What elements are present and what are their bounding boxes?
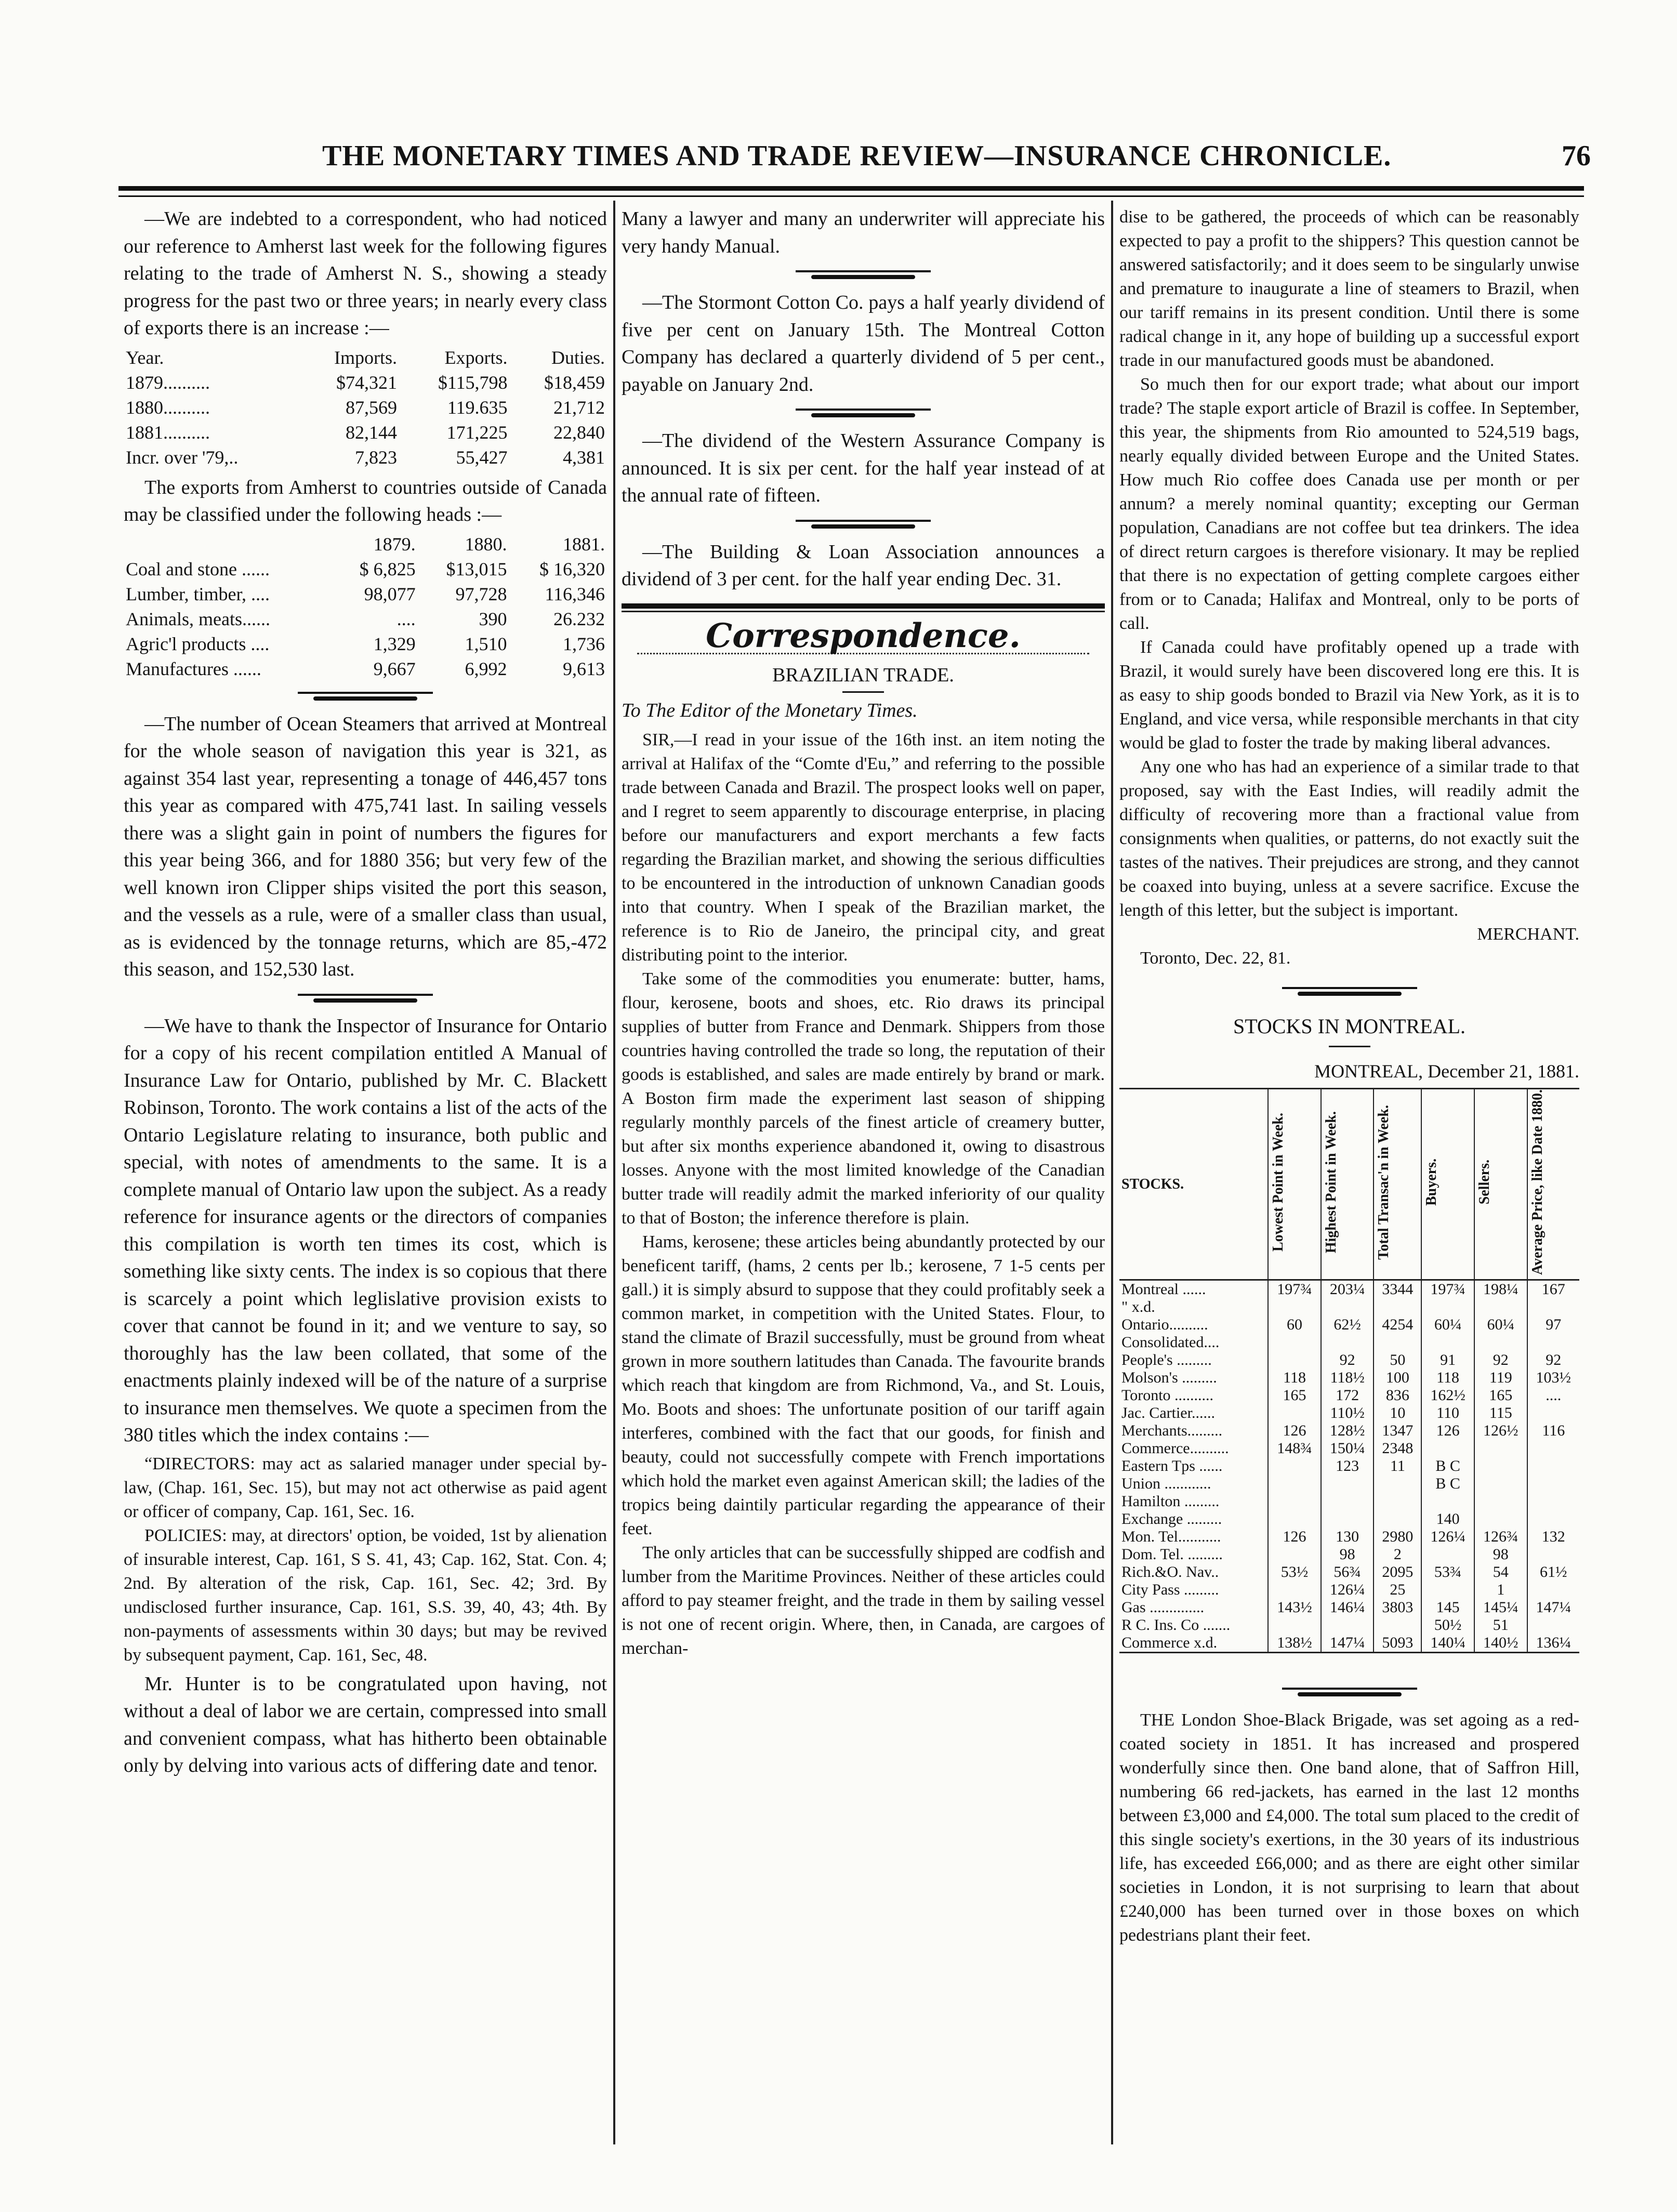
table-row [1119, 1475, 1579, 1493]
table-cell: 145¼ [1474, 1599, 1527, 1616]
section-rule [622, 603, 1105, 609]
stocks-table-body [1119, 1280, 1579, 1653]
table-cell [1474, 1475, 1527, 1493]
table-cell: $74,321 [336, 372, 398, 393]
table-cell: 116 [1542, 1422, 1565, 1440]
table-cell: 98,077 [364, 583, 416, 604]
table-header-cell [1374, 1089, 1421, 1280]
table-cell: 21,712 [553, 397, 605, 418]
table-cell [1321, 1334, 1374, 1351]
letter-paragraph: Take some of the commodities you enumerate: butter, hams, flour, kerosene, boots and shoes, etc. Rio draws its principal supplies of butter from France and Denmark. Shippers from those countries having controlled the trade so long, the reputation of their goods is established, and sales are made entirely by brand or mark. A Boston firm made the experiment last season of shipping regularly monthly parcels of the finest article of creamery butter, but after six months experience abandoned it, owing to disastrous losses. Anyone with the most limited knowledge of the Canadian butter trade will readily admit the marked inferiority of our quality to that of Boston; the inference therefore is plain. [622, 969, 1105, 1228]
table-cell: 167 [1541, 1281, 1565, 1298]
table-cell: 171,225 [446, 422, 508, 443]
vertical-header-text: Sellers. [1476, 1160, 1493, 1205]
letter-paragraph: If Canada could have profitably opened up a trade with Brazil, it would surely have been discovered long ere this. It is as easy to ship goods bonded to Brazil via New York, as it is to England, and vice versa, while responsible merchants in that city would be glad to foster the trade by making liberal advances. [1119, 638, 1579, 753]
table-row [124, 557, 607, 582]
vertical-header-text: Average Price, like Date 1880. [1529, 1089, 1546, 1275]
table-cell: 87,569 [346, 397, 398, 418]
table-cell: 132 [1541, 1528, 1565, 1546]
header-rule-thick [118, 186, 1584, 191]
table-cell: 390 [479, 608, 507, 629]
table-cell [1421, 1298, 1474, 1316]
table-row [1119, 1298, 1579, 1316]
stormont-paragraph: —The Stormont Cotton Co. pays a half yearly dividend of five per cent on January 15th. The Montreal Cotton Company has declared a quarterly dividend of 5 per cent., payable on January 2nd. [622, 292, 1105, 396]
table-cell: 165 [1474, 1387, 1527, 1404]
table-cell: 54 [1474, 1563, 1527, 1581]
table-cell: 136¼ [1536, 1634, 1572, 1652]
vertical-header-text: Lowest Point in Week. [1270, 1113, 1287, 1252]
stock-name-cell: Molson's ......... [1119, 1369, 1268, 1387]
table-cell [1527, 1581, 1579, 1599]
table-cell: 143½ [1268, 1599, 1321, 1616]
table-cell: 145 [1421, 1599, 1474, 1616]
table-header-cell: 1879. [373, 533, 416, 555]
table-row [1119, 1351, 1579, 1369]
table-cell: 119.635 [447, 397, 508, 418]
stock-name-cell: Jac. Cartier...... [1119, 1404, 1268, 1422]
table-row [1119, 1457, 1579, 1475]
table-cell: 126¾ [1474, 1528, 1527, 1546]
table-row [1119, 1440, 1579, 1457]
table-cell: 116,346 [545, 583, 605, 604]
section-separator [1282, 1684, 1417, 1698]
table-cell: 4,381 [563, 446, 605, 468]
steamers-paragraph: —The number of Ocean Steamers that arrived at Montreal for the whole season of navigation this year is 321, as against 354 last year, representing a tonage of 446,457 tons this year as compared with 475,741 last. In sailing vessels there was a slight gain in point of numbers the figures for this year being 366, and for 1880 356; but very few of the well known iron Clipper ships visited the port this season, and the vessels as a rule, were of a smaller class than usual, as is evidenced by the tonnage returns, which are 85,-472 this season, and 152,530 last. [124, 713, 607, 980]
exports-intro: The exports from Amherst to countries outside of Canada may be classified under the following heads :— [124, 476, 607, 525]
table-cell: 60¼ [1474, 1316, 1527, 1334]
table-cell: 11 [1374, 1457, 1421, 1475]
table-row [1119, 1493, 1579, 1510]
table-cell: 1 [1474, 1581, 1527, 1599]
letter-paragraph-continued: dise to be gathered, the proceeds of which can be reasonably expected to pay a profit to the shippers? This question cannot be answered satisfactorily; and it does seem to be singularly unwise and premature to inaugurate a line of steamers to Brazil, when our tariff remains in its present condition. Until there is some radical change in it, any hope of building up a successful export trade in our manufactured goods must be abandoned. [1119, 207, 1579, 370]
table-row [1119, 1316, 1579, 1334]
table-cell [1527, 1546, 1579, 1563]
table-cell: 126¼ [1421, 1528, 1474, 1546]
table-cell: 150¼ [1321, 1440, 1374, 1457]
table-cell: 98 [1474, 1546, 1527, 1563]
table-cell: 126 [1268, 1422, 1321, 1440]
table-cell: 55,427 [456, 446, 508, 468]
table-header-cell: 1881. [563, 533, 605, 555]
amherst-trade-table [124, 345, 607, 470]
table-header-row [1119, 1089, 1579, 1280]
table-cell: $13,015 [446, 558, 507, 580]
table-cell [1527, 1334, 1579, 1351]
table-cell [1321, 1510, 1374, 1528]
section-separator [796, 517, 931, 530]
table-row [1119, 1404, 1579, 1422]
table-cell: 110½ [1321, 1404, 1374, 1422]
table-cell: 118½ [1321, 1369, 1374, 1387]
table-cell: Incr. over '79,.. [126, 446, 239, 468]
western-paragraph: —The dividend of the Western Assurance Company is announced. It is six per cent. for the half year instead of at the annual rate of fifteen. [622, 430, 1105, 506]
table-row [124, 582, 607, 607]
page-number: 76 [1562, 140, 1591, 172]
table-row [124, 445, 607, 470]
table-cell [1268, 1457, 1321, 1475]
table-row [124, 395, 607, 420]
inspector-paragraph: —We have to thank the Inspector of Insurance for Ontario for a copy of his recent compilation entitled A Manual of Insurance Law for Ontario, published by Mr. C. Blackett Robinson, Toronto. The work contains a list of the acts of the Ontario Legislature relating to insurance, both public and special, with notes of amendments to the same. It is a complete manual of Ontario law upon the subject. As a ready reference for insurance agents or the directors of companies this compilation is worth ten times its cost, which is something like sixty cents. The index is so copious that there is scarcely a point which leglislative provision exists to cover that cannot be found in it; and we venture to say, so thoroughly has the law been collated, that some of the enactments plainly indexed will be of the nature of a surprise to insurance men themselves. We quote a specimen from the 380 titles which the index contains :— [124, 1015, 607, 1446]
table-cell: 1,329 [373, 633, 416, 654]
stock-name-cell: Commerce x.d. [1119, 1634, 1268, 1653]
letter-paragraph: Hams, kerosene; these articles being abundantly protected by our beneficent tariff, (hams, 2 cents per lb.; kerosene, 7 1-5 cents per gall.) it is simply absurd to suppose that they could profitably seek a common market, in competition with the United States. Flour, to stand the climate of Brazil successfully, must be ground from wheat grown in more southern latitudes than Canada. The favourite brands which reach that kingdom are from Richmond, Va., and St. Louis, Mo. Boots and shoes: The unfortunate position of our tariff again interferes, combined with the fact that our goods, for finish and beauty, could not successfully compete with French importations which hold the market even against American skill; the ladies of the tropics being daintily particular regarding the appearance of their feet. [622, 1232, 1105, 1538]
table-cell: 140¼ [1421, 1634, 1474, 1653]
letter-paragraph: SIR,—I read in your issue of the 16th inst. an item noting the arrival at Halifax of the “Comte d'Eu,” and referring to the possible trade between Canada and Brazil. The prospect looks well on paper, and I regret to seem apparently to discourage enterprise, in placing before our manufacturers and export merchants a few facts regarding the Brazilian market, and showing the serious difficulties to be encountered in the introduction of unknown Canadian goods into that country. When I speak of the Brazilian market, the reference is to Rio de Janeiro, the principal city, and great distributing point to the interior. [622, 730, 1105, 965]
section-separator [298, 991, 433, 1004]
table-row [1119, 1369, 1579, 1387]
stock-name-cell: " x.d. [1119, 1298, 1268, 1316]
table-cell: 2980 [1374, 1528, 1421, 1546]
table-row [124, 656, 607, 681]
stock-name-cell: Toronto .......... [1119, 1387, 1268, 1404]
table-header-cell: Duties. [551, 347, 605, 368]
table-cell [1474, 1334, 1527, 1351]
table-cell: 126¼ [1321, 1581, 1374, 1599]
table-cell [1268, 1581, 1321, 1599]
table-cell: 1880.......... [126, 397, 210, 418]
stocks-date: MONTREAL, December 21, 1881. [1314, 1060, 1579, 1082]
table-row [1119, 1634, 1579, 1653]
table-cell: 7,823 [355, 446, 398, 468]
table-header-cell: Imports. [334, 347, 398, 368]
table-cell: 115 [1474, 1404, 1527, 1422]
table-cell: $ 6,825 [359, 558, 416, 580]
table-cell: 110 [1421, 1404, 1474, 1422]
section-separator [298, 689, 433, 702]
table-cell: 1881.......... [126, 422, 210, 443]
table-cell: 60¼ [1421, 1316, 1474, 1334]
table-cell: 119 [1474, 1369, 1527, 1387]
table-row [1119, 1280, 1579, 1299]
table-cell: 2348 [1374, 1440, 1421, 1457]
stock-name-cell: Hamilton ......... [1119, 1493, 1268, 1510]
table-cell: 118 [1421, 1369, 1474, 1387]
table-row [1119, 1528, 1579, 1546]
table-cell: 82,144 [346, 422, 398, 443]
table-cell [1527, 1404, 1579, 1422]
table-cell [1374, 1616, 1421, 1634]
table-cell [1374, 1334, 1421, 1351]
table-cell: 140 [1421, 1510, 1474, 1528]
table-cell: $18,459 [544, 372, 605, 393]
table-cell [1374, 1475, 1421, 1493]
table-cell [1268, 1351, 1321, 1369]
table-cell: 2 [1374, 1546, 1421, 1563]
table-cell: $ 16,320 [539, 558, 605, 580]
table-cell [1527, 1457, 1579, 1475]
table-cell [1268, 1546, 1321, 1563]
table-cell [1268, 1298, 1321, 1316]
table-cell: 9,667 [373, 658, 416, 679]
brazilian-trade-heading: BRAZILIAN TRADE. [772, 664, 954, 686]
table-header-cell: 1880. [465, 533, 507, 555]
table-cell: $115,798 [438, 372, 508, 393]
stocks-table [1119, 1088, 1579, 1653]
column-2 [622, 205, 1105, 1661]
table-header-cell [1527, 1089, 1579, 1280]
table-cell: 126 [1421, 1422, 1474, 1440]
table-cell: .... [397, 608, 416, 629]
table-cell: 22,840 [553, 422, 605, 443]
table-cell: 53¾ [1421, 1563, 1474, 1581]
table-cell [1421, 1493, 1474, 1510]
stock-name-cell: Exchange ......... [1119, 1510, 1268, 1528]
table-cell: 165 [1268, 1387, 1321, 1404]
table-cell: Manufactures ...... [126, 658, 261, 679]
table-row [1119, 1599, 1579, 1616]
table-cell: Coal and stone ...... [126, 558, 270, 580]
table-cell [1421, 1581, 1474, 1599]
directors-quote: “DIRECTORS: may act as salaried manager under special by-law, (Chap. 161, Sec. 15), but may not act otherwise as paid agent or officer of company, Cap. 161, Sec. 16. [124, 1454, 607, 1521]
table-cell [1268, 1404, 1321, 1422]
table-cell: 92 [1321, 1351, 1374, 1369]
letter-dateline: Toronto, Dec. 22, 81. [1140, 949, 1291, 968]
table-cell: 1879.......... [126, 372, 210, 393]
table-row [124, 420, 607, 445]
table-row [1119, 1546, 1579, 1563]
table-cell: 25 [1374, 1581, 1421, 1599]
table-cell: 92 [1546, 1351, 1562, 1369]
vertical-header-text: Buyers. [1423, 1158, 1440, 1206]
table-cell: 4254 [1374, 1316, 1421, 1334]
table-cell [1527, 1493, 1579, 1510]
table-cell: .... [1546, 1387, 1562, 1404]
table-cell: 51 [1474, 1616, 1527, 1634]
table-header-cell [1268, 1089, 1321, 1280]
table-cell: 123 [1321, 1457, 1374, 1475]
table-cell [1421, 1440, 1474, 1457]
policies-quote: POLICIES: may, at directors' option, be voided, 1st by alienation of insurable interest, Cap. 161, S S. 41, 43; Cap. 162, Stat. Con. 4; 2nd. By alteration of the risk, Cap. 161, Sec. 42; 3rd. By undisclosed further insurance, Cap. 161, S.S. 39, 40, 43; 4th. By non-payments of assessments within 30 days; but may be revived by subsequent payment, Cap. 161, Sec, 48. [124, 1525, 607, 1665]
table-cell [1421, 1546, 1474, 1563]
table-cell [1268, 1510, 1321, 1528]
table-row [1119, 1616, 1579, 1634]
table-header-cell [1474, 1089, 1527, 1280]
stock-name-cell: Gas .............. [1119, 1599, 1268, 1616]
table-cell: 97,728 [455, 583, 507, 604]
table-row [1119, 1563, 1579, 1581]
table-cell [1268, 1475, 1321, 1493]
table-cell: 10 [1374, 1404, 1421, 1422]
table-cell: 3344 [1374, 1280, 1421, 1299]
table-cell: 172 [1321, 1387, 1374, 1404]
table-cell [1527, 1510, 1579, 1528]
table-cell [1321, 1493, 1374, 1510]
section-separator [796, 267, 931, 281]
column-divider [1111, 201, 1113, 2144]
table-cell [1474, 1457, 1527, 1475]
stocks-heading: STOCKS IN MONTREAL. [1233, 1015, 1466, 1038]
table-cell [1374, 1493, 1421, 1510]
vertical-header-text: Highest Point in Week. [1323, 1111, 1339, 1254]
table-row [1119, 1334, 1579, 1351]
table-cell: Agric'l products .... [126, 633, 270, 654]
table-header-cell [1421, 1089, 1474, 1280]
table-cell [1527, 1475, 1579, 1493]
table-cell: 1,510 [465, 633, 507, 654]
table-cell: 50 [1374, 1351, 1421, 1369]
table-row [1119, 1510, 1579, 1528]
header-rule-thin [118, 195, 1584, 197]
table-cell: 836 [1374, 1387, 1421, 1404]
table-cell [1527, 1616, 1579, 1634]
table-cell: 148¾ [1268, 1440, 1321, 1457]
table-cell [1374, 1298, 1421, 1316]
table-cell [1321, 1298, 1374, 1316]
table-cell: 98 [1321, 1546, 1374, 1563]
table-header-cell [1321, 1089, 1374, 1280]
stock-name-cell: People's ......... [1119, 1351, 1268, 1369]
table-cell [1268, 1493, 1321, 1510]
table-cell: 103½ [1536, 1369, 1572, 1387]
stock-name-cell: R C. Ins. Co ....... [1119, 1616, 1268, 1634]
table-cell: 203¼ [1321, 1280, 1374, 1299]
table-cell: 162½ [1421, 1387, 1474, 1404]
table-cell: 197¾ [1268, 1280, 1321, 1299]
table-row [124, 607, 607, 631]
table-cell: 130 [1321, 1528, 1374, 1546]
table-cell: 198¼ [1474, 1280, 1527, 1299]
table-cell: B C [1421, 1475, 1474, 1493]
table-cell [1268, 1334, 1321, 1351]
hunter-paragraph: Mr. Hunter is to be congratulated upon having, not without a deal of labor we are certain, compressed into small and convenient compass, what has hitherto been obtainable only by delving into various acts of differing date and tenor. [124, 1673, 607, 1776]
table-cell: 50½ [1421, 1616, 1474, 1634]
table-row [1119, 1387, 1579, 1404]
table-cell: 126 [1268, 1528, 1321, 1546]
table-cell: 1347 [1374, 1422, 1421, 1440]
table-cell: 197¾ [1421, 1280, 1474, 1299]
short-rule [1329, 1046, 1370, 1047]
table-cell: 92 [1474, 1351, 1527, 1369]
table-cell: Lumber, timber, .... [126, 583, 270, 604]
stock-name-cell: Consolidated.... [1119, 1334, 1268, 1351]
table-cell: 91 [1421, 1351, 1474, 1369]
manual-paragraph-end: Many a lawyer and many an underwriter will appreciate his very handy Manual. [622, 208, 1105, 257]
table-header-cell: STOCKS. [1119, 1089, 1268, 1280]
stock-name-cell: Mon. Tel........... [1119, 1528, 1268, 1546]
table-cell: 118 [1268, 1369, 1321, 1387]
table-cell: 9,613 [563, 658, 605, 679]
letter-paragraph: The only articles that can be successfully shipped are codfish and lumber from the Maritime Provinces. Neither of these articles could afford to pay steamer freight, and the trade in them by sailing vessel is not one of recent origin. Where, then, in Canada, are cargoes of merchan- [622, 1543, 1105, 1658]
table-cell [1474, 1510, 1527, 1528]
table-header-row [124, 345, 607, 370]
table-cell [1421, 1334, 1474, 1351]
table-cell: 61½ [1540, 1563, 1567, 1581]
stock-name-cell: Dom. Tel. ......... [1119, 1546, 1268, 1563]
table-cell [1268, 1616, 1321, 1634]
table-row [1119, 1422, 1579, 1440]
letter-paragraph: So much then for our export trade; what about our import trade? The staple export article of Brazil is coffee. In September, this year, the shipments from Rio amounted to 524,519 bags, nearly equally divided between Europe and the United States. How much Rio coffee does Canada use per month or per annum? a merely nominal quantity; excepting our German population, Canadians are not coffee but tea drinkers. The idea of direct return cargoes is therefore visionary. It may be replied that there is no expectation of getting complete cargoes either from or to Canada; Halifax and Montreal, only to be ports of call. [1119, 375, 1579, 633]
stock-name-cell: Union ............ [1119, 1475, 1268, 1493]
table-cell: 140½ [1474, 1634, 1527, 1653]
table-cell [1474, 1298, 1527, 1316]
table-cell [1374, 1510, 1421, 1528]
section-separator [1282, 984, 1417, 997]
table-cell: 138½ [1268, 1634, 1321, 1653]
column-1 [124, 205, 607, 1780]
shoeblack-paragraph: THE London Shoe-Black Brigade, was set agoing as a red-coated society in 1851. It has increased and prospered wonderfully since then. One band alone, that of Saffron Hill, numbering 66 red-jackets, has earned in the last 12 months between £3,000 and £4,000. The total sum placed to the credit of this single society's exertions, in the 30 years of its industrious life, has exceeded £66,000; and as there are eight other similar societies in London, it is not surprising to learn that about £240,000 has been turned over in those boxes on which pedestrians plant their feet. [1119, 1710, 1579, 1945]
table-cell: 3803 [1374, 1599, 1421, 1616]
table-cell: 147¼ [1536, 1599, 1572, 1616]
letter-paragraph: Any one who has had an experience of a similar trade to that proposed, say with the East Indies, will readily admit the difficulty of recovering more than a fractional value from consignments when qualities, or patterns, do not exactly suit the tastes of the natives. Their prejudices are strong, and they cannot be coaxed into buying, unless at a severe sacrifice. Excuse the length of this letter, but the subject is important. [1119, 757, 1579, 920]
to-the-editor: To The Editor of the Monetary Times. [622, 699, 918, 721]
table-header-cell [124, 532, 333, 557]
table-header-cell: Exports. [444, 347, 508, 368]
table-row [124, 370, 607, 395]
correspondence-heading: Correspondence. [706, 616, 1021, 655]
short-rule [842, 691, 884, 693]
table-cell [1474, 1493, 1527, 1510]
table-cell [1321, 1475, 1374, 1493]
table-row [124, 631, 607, 656]
table-cell: B C [1421, 1457, 1474, 1475]
table-header-row [124, 532, 607, 557]
table-cell: 5093 [1374, 1634, 1421, 1653]
vertical-header-text: Total Transac'n in Week. [1376, 1104, 1392, 1260]
table-cell: 100 [1374, 1369, 1421, 1387]
table-cell: 1,736 [563, 633, 605, 654]
table-cell: 60 [1268, 1316, 1321, 1334]
stock-name-cell: Ontario.......... [1119, 1316, 1268, 1334]
table-cell [1527, 1440, 1579, 1457]
exports-table [124, 532, 607, 681]
table-cell: 146¼ [1321, 1599, 1374, 1616]
column-3 [1119, 205, 1579, 1947]
stock-name-cell: Merchants......... [1119, 1422, 1268, 1440]
table-cell: 56¾ [1321, 1563, 1374, 1581]
table-cell: Animals, meats...... [126, 608, 270, 629]
table-cell: 2095 [1374, 1563, 1421, 1581]
stock-name-cell: Commerce.......... [1119, 1440, 1268, 1457]
column-divider [613, 201, 615, 2144]
stock-name-cell: Eastern Tps ...... [1119, 1457, 1268, 1475]
table-cell [1527, 1298, 1579, 1316]
stock-name-cell: Montreal ...... [1119, 1280, 1268, 1299]
newspaper-title: THE MONETARY TIMES AND TRADE REVIEW—INSURANCE CHRONICLE. [322, 140, 1392, 172]
table-cell: 126½ [1474, 1422, 1527, 1440]
table-cell [1321, 1616, 1374, 1634]
table-header-cell: Year. [126, 347, 164, 368]
table-cell: 128½ [1321, 1422, 1374, 1440]
table-cell: 53½ [1268, 1563, 1321, 1581]
table-cell [1474, 1440, 1527, 1457]
letter-signature: MERCHANT. [1477, 925, 1579, 944]
section-separator [796, 405, 931, 419]
table-cell: 97 [1546, 1316, 1562, 1334]
stock-name-cell: City Pass ......... [1119, 1581, 1268, 1599]
amherst-intro: —We are indebted to a correspondent, who had noticed our reference to Amherst last week for the following figures relating to the trade of Amherst N. S., showing a steady progress for the past two or three years; in nearly every class of exports there is an increase :— [124, 208, 607, 339]
table-cell: 6,992 [465, 658, 507, 679]
stock-name-cell: Rich.&O. Nav.. [1119, 1563, 1268, 1581]
section-rule [622, 611, 1105, 612]
table-row [1119, 1581, 1579, 1599]
table-cell: 62½ [1321, 1316, 1374, 1334]
table-cell: 147¼ [1321, 1634, 1374, 1653]
table-cell: 26.232 [553, 608, 605, 629]
building-loan-paragraph: —The Building & Loan Association announces a dividend of 3 per cent. for the half year ending Dec. 31. [622, 541, 1105, 590]
